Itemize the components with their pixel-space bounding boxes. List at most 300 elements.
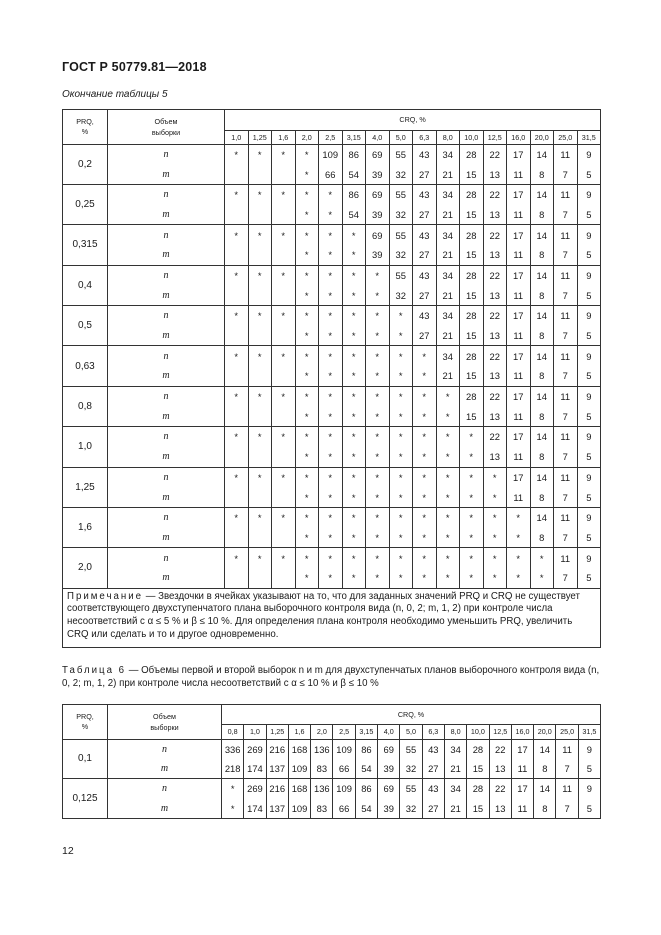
sample-size-cell: 11 — [507, 447, 531, 467]
table-row — [63, 245, 601, 265]
sample-size-cell: 15 — [460, 205, 484, 225]
sample-size-cell: 17 — [507, 346, 531, 366]
sample-size-cell: * — [413, 346, 437, 366]
table-note — [63, 588, 601, 647]
table-row — [63, 548, 601, 568]
sample-size-cell: * — [319, 184, 343, 204]
sample-size-cell: 14 — [530, 184, 554, 204]
sample-size-cell — [225, 406, 249, 426]
sample-size-cell: 32 — [389, 245, 413, 265]
sample-size-cell: 21 — [436, 164, 460, 184]
sample-size-cell: 32 — [400, 759, 422, 779]
sample-size-cell: * — [366, 507, 390, 527]
sample-size-cell — [248, 245, 272, 265]
table-row — [63, 759, 601, 779]
table-6-label: Таблица 6 — [62, 665, 127, 676]
sample-size-cell: * — [225, 507, 249, 527]
sample-size-cell — [225, 366, 249, 386]
sample-size-cell: * — [295, 265, 319, 285]
sample-size-cell: * — [319, 205, 343, 225]
sample-size-cell: 9 — [577, 548, 601, 568]
sample-size-cell: 28 — [460, 225, 484, 245]
sample-label-m: m — [108, 285, 225, 305]
sample-size-cell: * — [342, 366, 366, 386]
sample-size-cell: 27 — [422, 798, 444, 818]
sample-size-cell: 269 — [244, 779, 266, 799]
sample-size-cell: 14 — [534, 779, 556, 799]
sample-size-cell: 136 — [311, 739, 333, 759]
sample-size-cell: 9 — [577, 346, 601, 366]
sample-size-cell: * — [272, 306, 296, 326]
sample-size-cell: 13 — [489, 798, 511, 818]
table-row — [63, 528, 601, 548]
prq-value: 0,125 — [63, 779, 108, 819]
sample-size-cell — [225, 568, 249, 588]
prq-value: 1,25 — [63, 467, 108, 507]
sample-size-cell: * — [272, 144, 296, 164]
table-row — [63, 326, 601, 346]
sample-size-cell: 14 — [530, 467, 554, 487]
sample-label-m: m — [108, 406, 225, 426]
crq-value-header: 8,0 — [444, 725, 466, 740]
crq-value-header: 16,0 — [511, 725, 533, 740]
sample-size-cell: * — [295, 386, 319, 406]
sample-size-cell: * — [295, 205, 319, 225]
sample-size-cell: * — [342, 265, 366, 285]
sample-size-cell: * — [460, 528, 484, 548]
sample-label-m: m — [108, 164, 225, 184]
sample-size-cell: 9 — [577, 306, 601, 326]
table-row — [63, 427, 601, 447]
sample-size-cell: 5 — [577, 245, 601, 265]
sample-size-cell: * — [530, 568, 554, 588]
sample-size-cell: 9 — [577, 225, 601, 245]
crq-value-header: 5,0 — [389, 130, 413, 144]
sample-size-cell: 15 — [460, 406, 484, 426]
sample-size-cell: 11 — [507, 205, 531, 225]
sample-size-cell: * — [389, 548, 413, 568]
sample-size-cell — [272, 164, 296, 184]
sample-size-cell: 69 — [366, 184, 390, 204]
sample-label-m: m — [108, 487, 225, 507]
sample-size-cell: * — [295, 548, 319, 568]
sample-size-cell: 109 — [288, 759, 310, 779]
sample-size-cell: 27 — [413, 285, 437, 305]
sample-size-cell: * — [342, 326, 366, 346]
prq-value: 0,63 — [63, 346, 108, 386]
sample-size-cell: 21 — [436, 285, 460, 305]
table-row — [63, 164, 601, 184]
sample-size-cell: * — [295, 366, 319, 386]
sample-size-cell: * — [413, 386, 437, 406]
sample-size-cell: * — [248, 265, 272, 285]
sample-size-cell: 27 — [422, 759, 444, 779]
crq-value-header: 3,15 — [342, 130, 366, 144]
sample-size-cell: * — [460, 568, 484, 588]
sample-size-cell: * — [342, 285, 366, 305]
sample-size-cell: 9 — [578, 739, 600, 759]
prq-value: 1,0 — [63, 427, 108, 467]
sample-size-cell: 14 — [530, 507, 554, 527]
sample-label-m: m — [108, 205, 225, 225]
sample-size-cell: * — [366, 306, 390, 326]
crq-value-header: 6,3 — [413, 130, 437, 144]
sample-size-cell: 69 — [378, 739, 400, 759]
sample-size-cell: * — [413, 568, 437, 588]
sample-size-cell: 54 — [355, 759, 377, 779]
sample-size-cell: * — [225, 144, 249, 164]
sample-size-cell: 86 — [355, 739, 377, 759]
sample-size-cell — [225, 245, 249, 265]
sample-size-cell: 34 — [436, 346, 460, 366]
sample-size-cell: * — [389, 427, 413, 447]
sample-size-cell: 7 — [554, 487, 578, 507]
sample-size-cell: * — [366, 568, 390, 588]
sample-size-cell: 17 — [507, 306, 531, 326]
sample-size-cell: 13 — [483, 366, 507, 386]
table-6-caption — [62, 664, 602, 690]
sample-size-cell: * — [222, 779, 244, 799]
sample-size-cell: * — [436, 467, 460, 487]
sample-size-cell: 8 — [530, 326, 554, 346]
sample-size-cell: 28 — [460, 386, 484, 406]
sample-size-cell: * — [389, 366, 413, 386]
sample-size-cell: 174 — [244, 798, 266, 818]
sample-size-cell: 14 — [530, 225, 554, 245]
crq-value-header: 1,6 — [288, 725, 310, 740]
sample-size-cell: 34 — [436, 225, 460, 245]
sample-size-cell: * — [366, 326, 390, 346]
sample-size-cell: 7 — [554, 326, 578, 346]
sample-size-cell: * — [222, 798, 244, 818]
sample-size-cell: 9 — [578, 779, 600, 799]
sample-size-cell — [272, 406, 296, 426]
sample-size-cell: 43 — [413, 265, 437, 285]
sample-size-cell: 109 — [319, 144, 343, 164]
table-row — [63, 144, 601, 164]
sample-size-cell: * — [295, 427, 319, 447]
sample-size-cell: * — [507, 507, 531, 527]
sample-size-cell: * — [248, 507, 272, 527]
sample-size-cell: * — [389, 386, 413, 406]
crq-value-header: 1,25 — [266, 725, 288, 740]
sample-size-cell: 8 — [530, 487, 554, 507]
sample-size-cell: 14 — [530, 427, 554, 447]
sample-size-cell: * — [342, 447, 366, 467]
crq-value-header: 25,0 — [556, 725, 578, 740]
sample-size-cell: 216 — [266, 739, 288, 759]
sample-size-cell: 8 — [530, 245, 554, 265]
sample-label-n: n — [108, 779, 222, 799]
sample-size-cell: * — [530, 548, 554, 568]
sample-size-cell: 8 — [530, 285, 554, 305]
crq-value-header: 16,0 — [507, 130, 531, 144]
prq-value: 0,1 — [63, 739, 108, 779]
sample-size-cell — [272, 487, 296, 507]
sample-size-cell: 39 — [366, 245, 390, 265]
prq-column-header: PRQ, % — [63, 110, 108, 145]
table-row — [63, 184, 601, 204]
sample-size-cell: * — [389, 346, 413, 366]
sample-size-cell: * — [342, 245, 366, 265]
sample-size-cell: * — [319, 326, 343, 346]
table-row — [63, 467, 601, 487]
sample-size-cell: 22 — [483, 184, 507, 204]
sample-size-cell: 22 — [483, 144, 507, 164]
sample-size-cell: 13 — [483, 326, 507, 346]
crq-value-header: 31,5 — [577, 130, 601, 144]
sample-size-cell — [272, 447, 296, 467]
sample-size-cell: * — [295, 568, 319, 588]
sample-size-cell — [225, 528, 249, 548]
sample-size-cell: 11 — [507, 285, 531, 305]
sample-size-cell: 11 — [507, 406, 531, 426]
sample-size-cell: 7 — [554, 528, 578, 548]
prq-value: 0,8 — [63, 386, 108, 426]
sample-size-cell: * — [413, 467, 437, 487]
sample-size-cell: 137 — [266, 798, 288, 818]
crq-value-header: 25,0 — [554, 130, 578, 144]
crq-value-header: 1,0 — [244, 725, 266, 740]
sample-size-cell: * — [225, 427, 249, 447]
sample-size-cell: 11 — [556, 739, 578, 759]
sample-size-cell: * — [272, 225, 296, 245]
sample-size-cell: * — [389, 487, 413, 507]
sample-size-cell: 17 — [511, 739, 533, 759]
sample-size-cell: * — [295, 164, 319, 184]
sample-size-cell: 17 — [511, 779, 533, 799]
sample-size-cell: * — [272, 467, 296, 487]
sample-size-cell: 8 — [530, 406, 554, 426]
sample-size-cell: 55 — [389, 225, 413, 245]
sample-size-cell: 34 — [436, 265, 460, 285]
sample-size-cell: 7 — [554, 406, 578, 426]
sample-size-cell: * — [248, 386, 272, 406]
sample-size-cell: 55 — [400, 779, 422, 799]
sample-size-cell: 5 — [577, 164, 601, 184]
sample-size-cell: 14 — [534, 739, 556, 759]
sample-size-cell: * — [413, 447, 437, 467]
table-5 — [62, 109, 601, 648]
sample-size-cell: 11 — [507, 245, 531, 265]
sample-size-cell: * — [225, 386, 249, 406]
sample-size-cell — [248, 164, 272, 184]
sample-size-cell: 43 — [413, 144, 437, 164]
table-row — [63, 205, 601, 225]
sample-size-cell: 32 — [389, 285, 413, 305]
sample-size-cell: 21 — [444, 798, 466, 818]
sample-size-cell — [225, 205, 249, 225]
table-row — [63, 386, 601, 406]
sample-size-cell: 17 — [507, 144, 531, 164]
sample-size-cell: * — [295, 346, 319, 366]
standard-header: ГОСТ Р 50779.81—2018 — [62, 60, 207, 74]
sample-size-cell: 11 — [554, 548, 578, 568]
sample-size-cell: 39 — [366, 164, 390, 184]
sample-size-cell: 43 — [422, 739, 444, 759]
sample-size-cell — [248, 487, 272, 507]
sample-size-cell: 11 — [507, 366, 531, 386]
sample-size-cell: 27 — [413, 164, 437, 184]
crq-value-header: 6,3 — [422, 725, 444, 740]
table-row — [63, 366, 601, 386]
prq-value: 0,25 — [63, 184, 108, 224]
sample-size-cell: 9 — [577, 507, 601, 527]
sample-size-cell: 86 — [342, 144, 366, 164]
sample-size-cell: * — [366, 447, 390, 467]
crq-value-header: 10,0 — [460, 130, 484, 144]
table-row — [63, 406, 601, 426]
sample-size-cell: * — [366, 285, 390, 305]
sample-size-cell: 7 — [556, 798, 578, 818]
sample-size-cell: * — [272, 346, 296, 366]
sample-size-cell: 86 — [342, 184, 366, 204]
sample-label-n: n — [108, 346, 225, 366]
sample-size-cell: 8 — [530, 528, 554, 548]
sample-size-cell: * — [319, 507, 343, 527]
table-row — [63, 346, 601, 366]
sample-size-cell: * — [319, 306, 343, 326]
sample-size-cell: 174 — [244, 759, 266, 779]
table-row — [63, 739, 601, 759]
sample-size-cell: 8 — [534, 759, 556, 779]
sample-size-cell: 55 — [400, 739, 422, 759]
sample-size-cell: 5 — [577, 285, 601, 305]
sample-size-cell: 11 — [554, 427, 578, 447]
crq-value-header: 1,0 — [225, 130, 249, 144]
crq-value-header: 1,6 — [272, 130, 296, 144]
sample-size-cell: 34 — [436, 184, 460, 204]
sample-size-cell: 34 — [436, 144, 460, 164]
sample-size-cell: 7 — [554, 447, 578, 467]
crq-value-header: 12,5 — [489, 725, 511, 740]
sample-size-cell: * — [436, 447, 460, 467]
sample-size-cell: 13 — [483, 406, 507, 426]
crq-value-header: 4,0 — [366, 130, 390, 144]
sample-size-cell: * — [483, 528, 507, 548]
sample-size-cell: * — [483, 467, 507, 487]
sample-size-cell — [225, 285, 249, 305]
note-text: — Звездочки в ячейках указывают на то, что для заданных значений PRQ и CRQ не существует соответствующего двухступенчатого плана выборочного контроля вида (n, 0, 2; m, 1, 2) при контроле числа несоответствий с α ≤ 5 % и β ≤ 10 %. Для определения плана контроля необходимо уменьшить PRQ, увеличить CRQ или сделать и то и другое одновременно. — [67, 590, 580, 641]
sample-size-cell: * — [272, 184, 296, 204]
sample-size-cell — [272, 366, 296, 386]
sample-size-cell: * — [436, 427, 460, 447]
sample-size-cell: 5 — [577, 528, 601, 548]
sample-size-cell: * — [460, 467, 484, 487]
sample-size-cell: 216 — [266, 779, 288, 799]
sample-size-cell: 14 — [530, 386, 554, 406]
sample-size-cell: * — [295, 406, 319, 426]
prq-value: 1,6 — [63, 507, 108, 547]
sample-size-cell: 54 — [355, 798, 377, 818]
sample-size-cell: * — [342, 568, 366, 588]
sample-size-cell: * — [342, 467, 366, 487]
sample-size-cell: * — [413, 366, 437, 386]
sample-size-cell: * — [295, 507, 319, 527]
sample-label-m: m — [108, 326, 225, 346]
note-label: Примечание — [67, 590, 144, 602]
sample-label-n: n — [108, 225, 225, 245]
sample-size-cell: 27 — [413, 326, 437, 346]
sample-label-n: n — [108, 467, 225, 487]
sample-size-cell: * — [225, 306, 249, 326]
sample-size-cell: 14 — [530, 306, 554, 326]
sample-size-cell: * — [413, 427, 437, 447]
sample-size-cell: * — [366, 467, 390, 487]
sample-size-cell — [248, 366, 272, 386]
sample-size-cell: 22 — [489, 779, 511, 799]
sample-size-cell: 5 — [577, 406, 601, 426]
sample-size-cell: 5 — [577, 366, 601, 386]
table-row — [63, 265, 601, 285]
sample-size-cell: * — [413, 487, 437, 507]
table-row — [63, 779, 601, 799]
page-number: 12 — [62, 845, 74, 857]
sample-size-cell: 9 — [577, 386, 601, 406]
sample-size-cell: * — [366, 548, 390, 568]
sample-size-column-header: Объем выборки — [108, 110, 225, 145]
sample-label-m: m — [108, 528, 225, 548]
sample-size-cell: 22 — [483, 386, 507, 406]
sample-size-cell: 69 — [366, 144, 390, 164]
sample-size-cell: * — [319, 406, 343, 426]
sample-size-cell: * — [389, 447, 413, 467]
sample-size-cell — [272, 245, 296, 265]
sample-size-cell: 13 — [483, 447, 507, 467]
sample-size-cell: 66 — [333, 798, 355, 818]
sample-size-cell: * — [436, 487, 460, 507]
sample-size-cell: * — [319, 568, 343, 588]
sample-size-cell: 15 — [460, 245, 484, 265]
sample-size-cell: * — [413, 507, 437, 527]
sample-size-cell: 14 — [530, 144, 554, 164]
sample-size-cell: 28 — [467, 739, 489, 759]
sample-size-cell: 17 — [507, 427, 531, 447]
sample-size-cell: 43 — [413, 225, 437, 245]
sample-size-cell: * — [366, 528, 390, 548]
sample-label-n: n — [108, 386, 225, 406]
prq-column-header: PRQ, % — [63, 705, 108, 740]
sample-size-cell: * — [342, 346, 366, 366]
sample-size-cell: * — [295, 245, 319, 265]
sample-size-cell: * — [389, 507, 413, 527]
sample-size-cell: 11 — [507, 164, 531, 184]
sample-size-cell: 39 — [366, 205, 390, 225]
sample-size-cell: * — [366, 386, 390, 406]
sample-size-cell: 5 — [577, 487, 601, 507]
sample-size-cell: * — [295, 447, 319, 467]
table-6 — [62, 704, 601, 819]
sample-size-cell: 11 — [554, 507, 578, 527]
crq-value-header: 31,5 — [578, 725, 600, 740]
crq-value-header: 0,8 — [222, 725, 244, 740]
sample-size-cell: 69 — [378, 779, 400, 799]
crq-value-header: 4,0 — [378, 725, 400, 740]
sample-size-cell — [272, 205, 296, 225]
sample-size-cell: 15 — [460, 285, 484, 305]
sample-size-cell: 11 — [554, 467, 578, 487]
table-row — [63, 285, 601, 305]
sample-label-n: n — [108, 265, 225, 285]
sample-size-cell: * — [436, 406, 460, 426]
sample-size-cell: * — [460, 447, 484, 467]
sample-size-cell: 17 — [507, 265, 531, 285]
sample-label-n: n — [108, 739, 222, 759]
sample-size-cell: * — [248, 225, 272, 245]
table-row — [63, 568, 601, 588]
table-row — [63, 306, 601, 326]
sample-size-cell: * — [295, 184, 319, 204]
